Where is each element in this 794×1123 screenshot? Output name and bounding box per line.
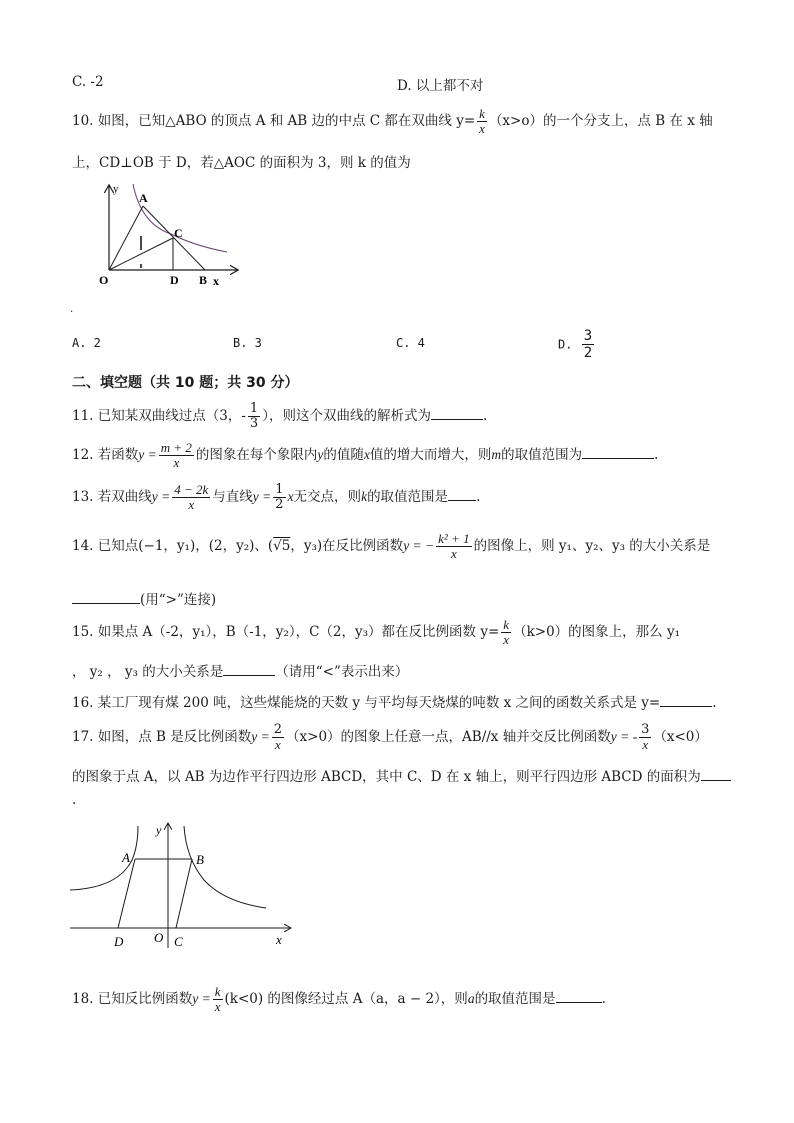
q18-end: .	[601, 991, 606, 1007]
q14-line2: (用“>”连接)	[140, 592, 217, 608]
answer-blank[interactable]	[582, 457, 654, 459]
answer-blank[interactable]	[72, 602, 140, 604]
label-b: B	[196, 852, 204, 867]
question-18	[72, 985, 606, 1014]
q18-y: y =	[192, 991, 211, 1006]
q13-post2: 的取值范围是	[367, 489, 449, 505]
q12-mid2: 的值随	[323, 447, 364, 463]
frac-num: 3	[583, 328, 593, 344]
label-o: O	[99, 273, 109, 287]
q13-pre: 13. 若双曲线	[72, 489, 152, 505]
q14-pre: 14. 已知点(−1，y₁)，(2，y₂)、(	[72, 538, 274, 554]
segment-oa	[109, 206, 143, 270]
q11-post: ），则这个双曲线的解析式为	[262, 408, 431, 424]
q15-pre: 15. 如果点 A（-2，y₁），B（-1，y₂），C（2，y₃）都在反比例函数 y=	[72, 624, 500, 640]
q13-y2: y =	[252, 489, 272, 504]
option-d-prev: D. 以上都不对	[397, 78, 484, 94]
question-10-line2: 上，CD⊥OB 于 D，若△AOC 的面积为 3，则 k 的值为	[72, 155, 411, 171]
q10-fraction	[477, 107, 487, 136]
label-x: x	[213, 274, 219, 288]
label-y: y	[113, 183, 119, 195]
label-a: A	[122, 850, 130, 865]
label-x: x	[276, 932, 282, 947]
q14-mid: ，y₃)在反比例函数	[290, 538, 404, 554]
frac-num: k	[214, 984, 221, 999]
label-c: C	[174, 934, 183, 949]
frac-num: 1	[275, 482, 284, 497]
label-d: D	[114, 934, 124, 949]
label-a: A	[139, 191, 148, 205]
q15-frac	[501, 618, 511, 647]
segment-ad	[118, 859, 135, 928]
q12-mid3: 值的增大而增大，则	[369, 447, 492, 463]
frac-den: x	[450, 546, 457, 561]
frac-den: 2	[275, 497, 284, 512]
frac-den: x	[642, 737, 649, 752]
q18-cond: (k<0) 的图像经过点 A（a，a − 2），则	[224, 991, 468, 1007]
q10-text-post: （x>o）的一个分支上，点 B 在 x 轴	[488, 113, 713, 129]
section-heading: 二、填空题（共 10 题；共 30 分）	[72, 375, 299, 391]
q12-mid1: 的图象在每个象限内	[195, 447, 318, 463]
q17-line2: 的图象于点 A，以 AB 为边作平行四边形 ABCD，其中 C、D 在 x 轴上，则平行四边形 ABCD 的面积为	[72, 769, 701, 785]
label-d: D	[170, 273, 179, 287]
question-11	[72, 402, 487, 431]
frac-num: m + 2	[160, 440, 192, 455]
q10-frac-num: k	[479, 106, 485, 121]
q14-post: 的图像上，则 y₁、y₂、y₃ 的大小关系是	[473, 538, 711, 554]
q12-mv: m	[491, 447, 502, 462]
q18-pre: 18. 已知反比例函数	[72, 991, 193, 1007]
q10-text-pre: 10. 如图，已知△ABO 的顶点 A 和 AB 边的中点 C 都在双曲线 y=	[72, 113, 476, 129]
frac-num: 2	[273, 722, 283, 737]
answer-blank[interactable]	[431, 418, 483, 420]
answer-blank[interactable]	[448, 499, 476, 501]
frac-den: x	[173, 455, 180, 470]
q13-xv: x	[287, 489, 294, 504]
q17-dot: .	[72, 792, 77, 808]
q16-text: 16. 某工厂现有煤 200 吨，这些煤能烧的天数 y 与平均每天烧煤的吨数 x 之间的函数关系式是 y=	[72, 695, 661, 711]
question-16	[72, 691, 717, 711]
question-14-line2	[72, 588, 216, 608]
q12-y: y =	[138, 447, 157, 462]
frac-num: 3	[641, 722, 650, 737]
q15-line2b: （请用“<”表示出来）	[275, 664, 409, 680]
answer-blank[interactable]	[223, 674, 275, 676]
q11-end: .	[482, 408, 488, 424]
q15-post: （k>0）的图象上，那么 y₁	[513, 624, 680, 640]
label-c: C	[174, 226, 183, 240]
q12-end: .	[654, 447, 659, 463]
answer-blank[interactable]	[701, 779, 731, 781]
q12-post: 的取值范围为	[501, 447, 583, 463]
question-17-line1	[72, 723, 708, 752]
question-13	[72, 483, 480, 512]
q18-av: a	[467, 991, 475, 1006]
q11-pre: 11. 已知某双曲线过点（3，-	[72, 408, 246, 424]
q12-yv: y	[317, 447, 324, 462]
frac-den: 3	[249, 416, 259, 431]
option-c-prev: C. -2	[72, 74, 104, 90]
answer-blank[interactable]	[556, 1001, 602, 1003]
q10-option-b: B. 3	[233, 336, 262, 350]
q10-figure	[95, 178, 245, 290]
q10-option-d-frac	[582, 328, 594, 361]
frac-den: x	[214, 999, 221, 1014]
q18-post: 的取值范围是	[474, 991, 556, 1007]
q10-frac-den: x	[479, 121, 485, 136]
q14-y: y = −	[403, 538, 435, 553]
q11-frac	[248, 402, 260, 431]
question-14	[72, 532, 710, 561]
question-15	[72, 618, 680, 647]
q13-kv: k	[361, 489, 368, 504]
question-12	[72, 441, 658, 470]
q10-option-d-label: D.	[558, 337, 573, 352]
q17-figure	[68, 818, 296, 954]
q17-pre: 17. 如图，点 B 是反比例函数	[72, 729, 252, 745]
frac-num: 4 − 2k	[174, 482, 209, 497]
frac-num: 1	[249, 401, 259, 416]
q15-line2a: ， y₂ ， y₃ 的大小关系是	[72, 664, 224, 680]
q13-end: .	[476, 489, 481, 505]
q17-frac2	[639, 723, 651, 752]
frac-den: 2	[583, 345, 593, 361]
q13-frac	[172, 483, 210, 512]
q10-option-d	[558, 328, 596, 361]
q13-y: y =	[151, 489, 171, 504]
q18-frac	[213, 985, 223, 1014]
answer-blank[interactable]	[660, 705, 712, 707]
q13-mid: 与直线	[212, 489, 253, 505]
q16-end: .	[712, 695, 717, 711]
frac-den: x	[188, 497, 195, 512]
frac-num: k	[503, 617, 510, 632]
right-hyperbola	[184, 826, 266, 908]
q12-pre: 12. 若函数	[72, 447, 139, 463]
q12-frac	[159, 441, 194, 470]
q17-frac1	[272, 723, 284, 752]
q10-option-a: A. 2	[72, 336, 101, 350]
label-b: B	[199, 273, 208, 287]
question-10-line1	[72, 107, 713, 136]
question-17-line2	[72, 765, 731, 785]
frac-num: k² + 1	[438, 531, 470, 546]
stray-dot: .	[70, 304, 74, 315]
frac-den: x	[503, 632, 510, 647]
label-y: y	[156, 823, 162, 837]
q13-post: 无交点，则	[293, 489, 362, 505]
q14-frac	[436, 532, 471, 561]
frac-den: x	[275, 737, 281, 752]
q10-option-c: C. 4	[396, 336, 425, 350]
q12-xv: x	[363, 447, 370, 462]
segment-bc	[176, 859, 192, 928]
q17-y2: y = -	[610, 729, 638, 744]
q14-sqrt: √5	[273, 538, 291, 554]
q17-mid1: （x>0）的图象上任意一点，AB//x 轴并交反比例函数	[286, 729, 611, 745]
question-15-line2	[72, 660, 408, 680]
q13-frac2	[273, 483, 285, 512]
label-o: O	[154, 930, 164, 945]
q17-mid2: （x<0）	[653, 729, 708, 745]
q17-y1: y =	[251, 729, 270, 744]
